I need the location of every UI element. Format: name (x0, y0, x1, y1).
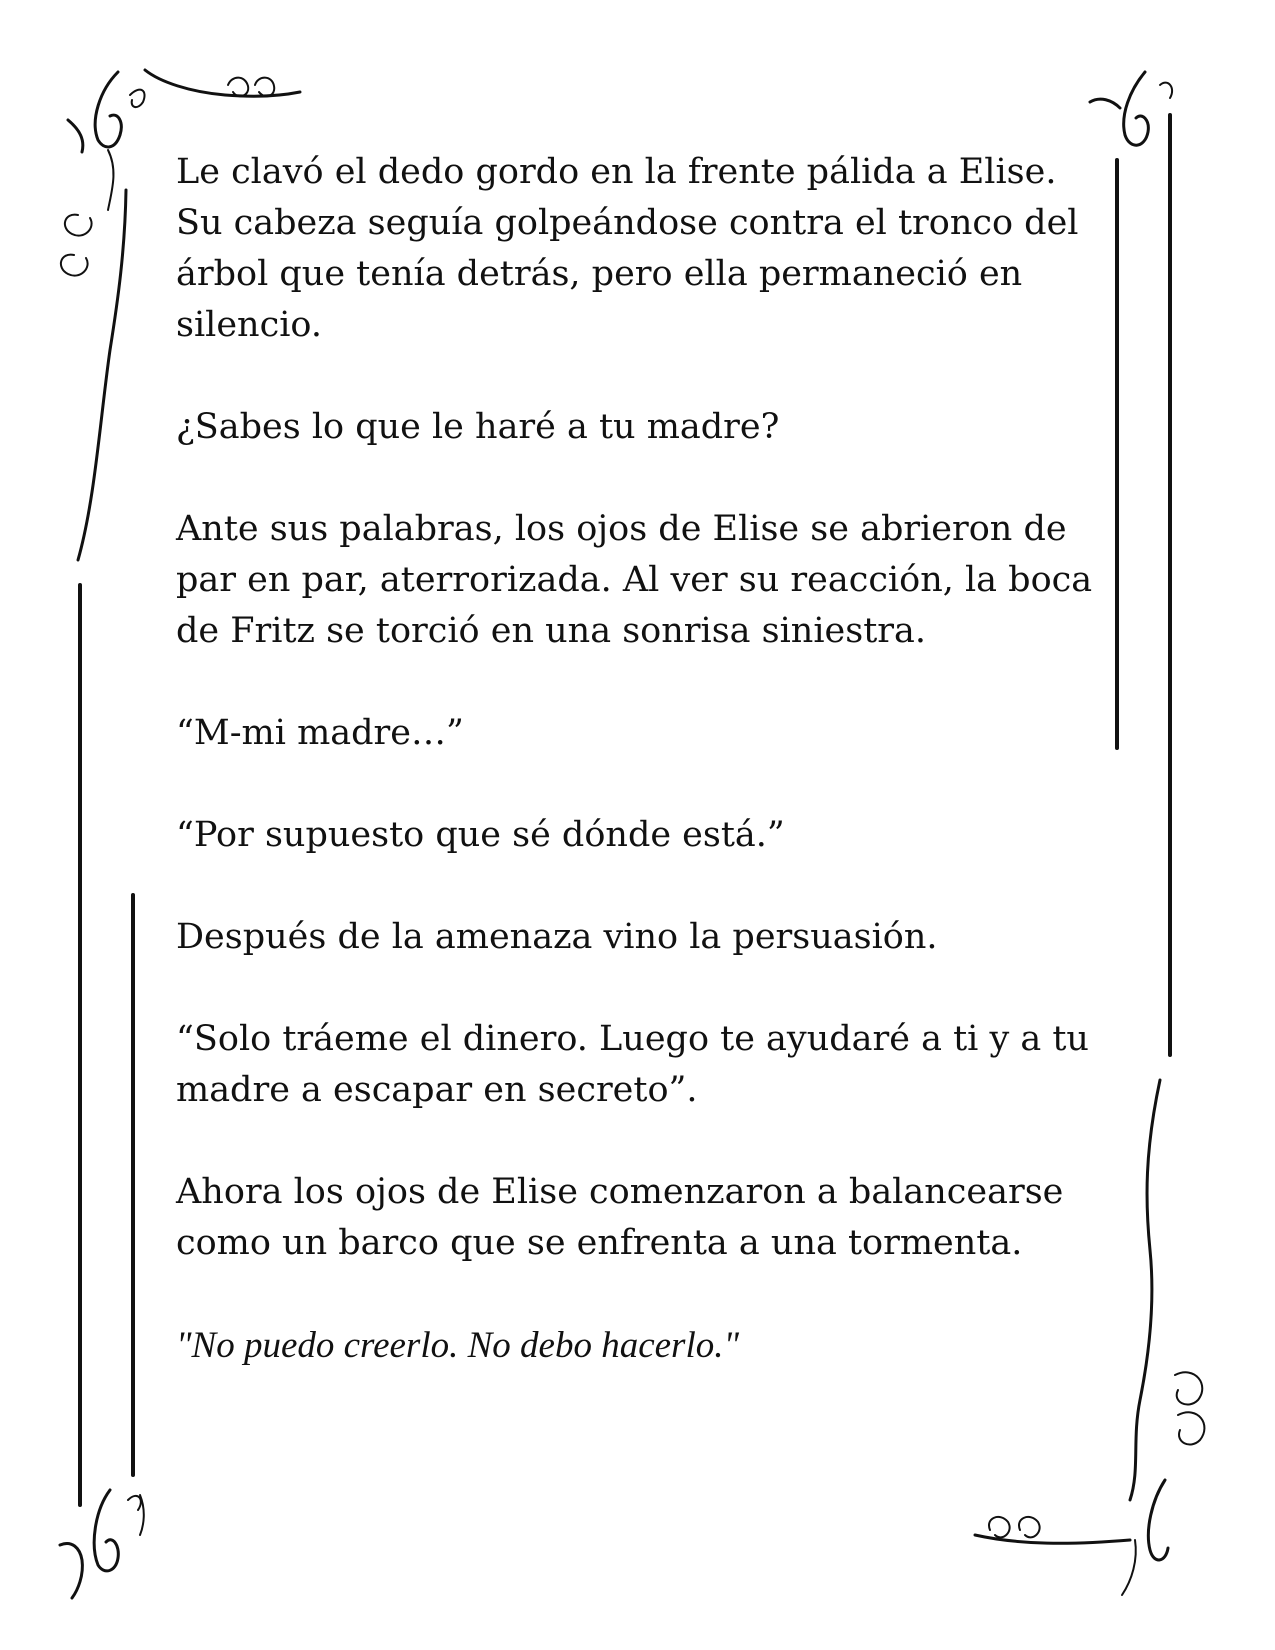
story-text (176, 147, 1096, 1422)
paragraph: “Solo tráeme el dinero. Luego te ayudaré a ti y a tu madre a escapar en secreto”. (176, 1019, 1089, 1110)
paragraph: Le clavó el dedo gordo en la frente pálida a Elise. Su cabeza seguía golpeándose contra el tronco del árbol que tenía detrás, pero ella permaneció en silencio. (176, 152, 1079, 345)
paragraph: Después de la amenaza vino la persuasión. (176, 917, 938, 957)
paragraph: “M-mi madre…” (176, 713, 464, 753)
top-right-flourish-icon (1090, 72, 1172, 1055)
paragraph: Ante sus palabras, los ojos de Elise se abrieron de par en par, aterrorizada. Al ver su reacción, la boca de Fritz se torció en una sonrisa siniestra. (176, 509, 1093, 651)
bottom-left-flourish-icon (60, 1490, 144, 1598)
paragraph: “Por supuesto que sé dónde está.” (176, 815, 785, 855)
paragraph-italic: "No puedo creerlo. No debo hacerlo." (176, 1325, 740, 1366)
paragraph: Ahora los ojos de Elise comenzaron a balancearse como un barco que se enfrenta a una tormenta. (176, 1172, 1064, 1263)
paragraph: ¿Sabes lo que le haré a tu madre? (176, 407, 780, 447)
